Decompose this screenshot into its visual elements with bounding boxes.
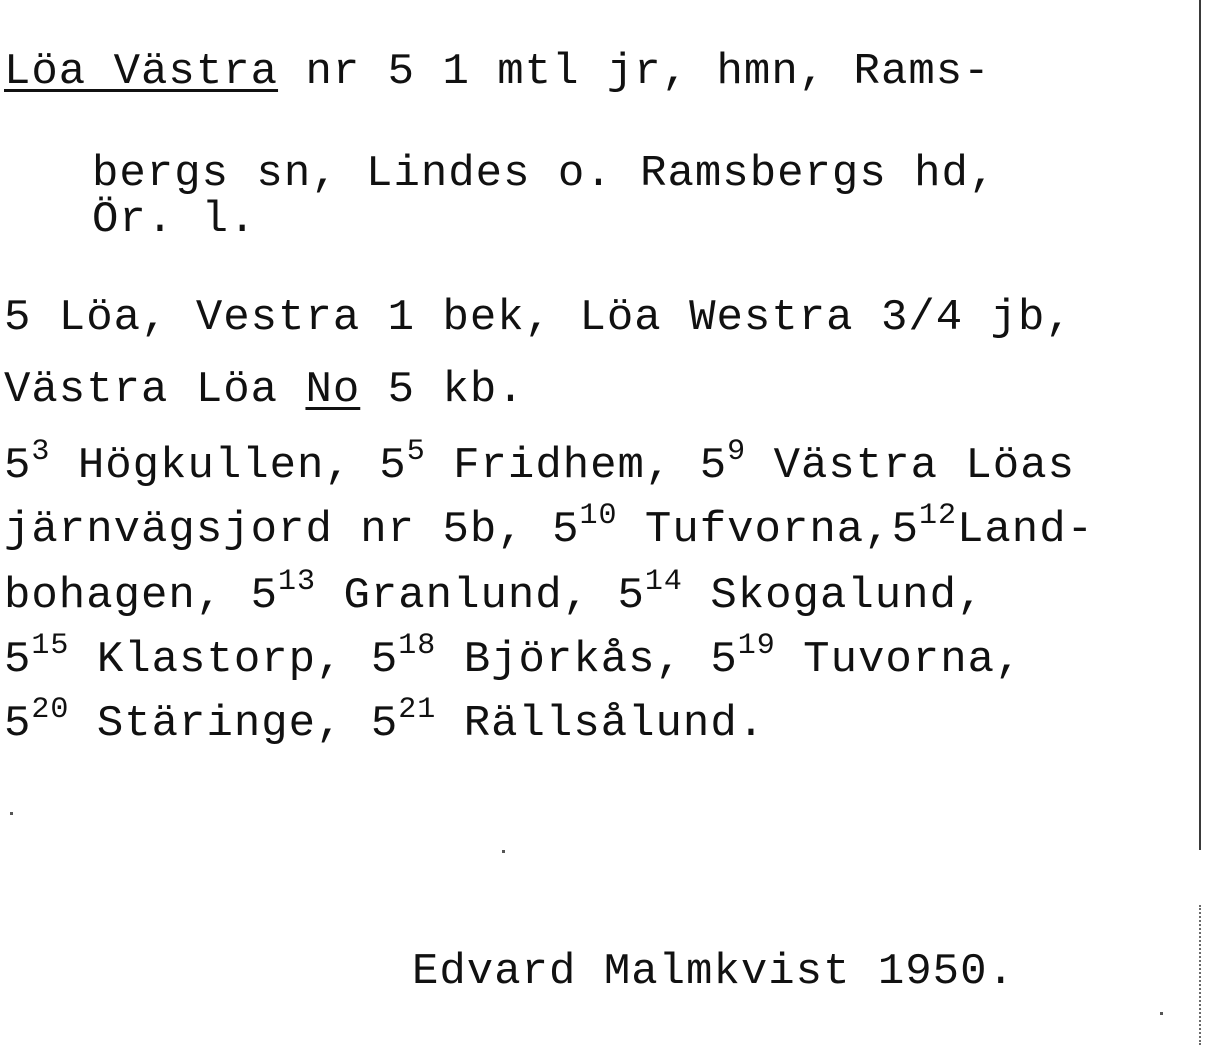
subdivision-line-4: $5^{15}$ Klastorp, $5^{18}$ Björkås, $5^{19}$ Tuvorna, — [4, 629, 1023, 685]
card-heading-line — [4, 46, 991, 98]
county-line: Ör. l. — [92, 195, 257, 245]
parish-line: bergs sn, Lindes o. Ramsbergs hd, — [92, 149, 997, 199]
subdivision-line-2: järnvägsjord nr 5b, $5^{10}$ $Tufvorna,5^{12}Land-$ — [4, 499, 1095, 555]
scan-speck — [10, 812, 13, 815]
card-right-edge-dotted — [1199, 905, 1201, 1045]
subdivision-line-5: $5^{20}$ Stäringe, $5^{21}$ Rällsålund. — [4, 693, 766, 749]
scan-speck — [502, 850, 505, 853]
historical-names-line: 5 Löa, Vestra 1 bek, Löa Westra 3/4 jb, — [4, 293, 1073, 343]
subdivision-line-3: bohagen, $5^{13}$ Granlund, $5^{14}$ Skogalund, — [4, 565, 985, 621]
scan-speck — [1160, 1012, 1163, 1015]
historical-names-line-2: Västra Löa No 5 kb. — [4, 365, 525, 415]
subdivision-line-1: $5^3$ Högkullen, $5^5$ Fridhem, $5^9$ Västra Löas — [4, 435, 1076, 491]
place-name: Löa Västra — [4, 47, 279, 97]
card-right-edge — [1199, 0, 1201, 850]
heading-details: nr 5 1 mtl jr, hmn, Rams- — [278, 47, 991, 97]
number-abbrev: No — [305, 365, 361, 415]
signature: Edvard Malmkvist 1950. — [412, 947, 1015, 997]
